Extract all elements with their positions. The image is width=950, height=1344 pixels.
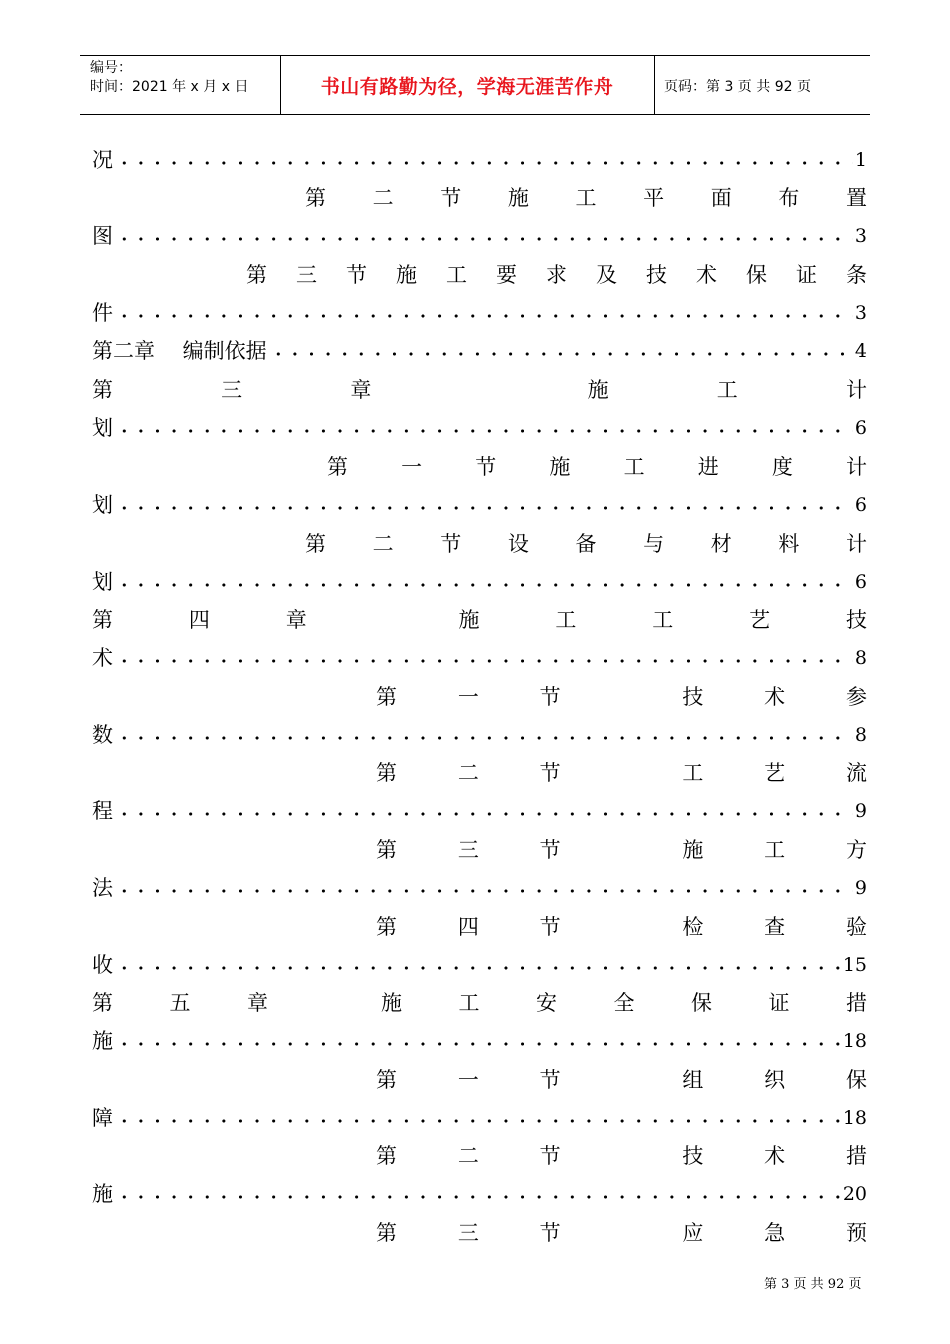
toc-entry [92, 485, 867, 525]
toc-heading-char: 第 [376, 915, 397, 939]
toc-heading-char: 一 [457, 685, 479, 709]
toc-page-number: 6 [854, 571, 867, 593]
toc-heading-char: 保 [845, 1068, 867, 1092]
toc-dot-leader [116, 583, 853, 587]
toc-heading-char: 工 [446, 263, 467, 287]
toc-page-number: 9 [854, 877, 867, 899]
toc-heading-char: 条 [846, 263, 867, 287]
toc-heading-char: 工 [623, 455, 645, 479]
toc-entry-text: 程 [92, 799, 113, 823]
toc-heading-char: 计 [845, 378, 867, 402]
toc-heading-char: 章 [247, 991, 268, 1015]
toc-heading-char: 章 [350, 378, 372, 402]
toc-heading-char: 章 [285, 608, 307, 632]
toc-dot-leader [116, 1119, 841, 1123]
toc-dot-leader [116, 812, 853, 816]
toc-entry-text: 收 [92, 953, 113, 977]
header-page-info: 页码：第 3 页 共 92 页 [664, 79, 811, 95]
toc-entry-text: 第二章 编制依据 [92, 339, 267, 363]
toc-page-number: 18 [842, 1030, 867, 1052]
toc-entry [92, 638, 867, 678]
toc-dot-leader [116, 736, 853, 740]
toc-heading-char: 材 [710, 532, 732, 556]
toc-entry-text: 施 [92, 1029, 113, 1053]
toc-heading-char: 节 [539, 838, 561, 862]
toc-heading-char: 二 [457, 1144, 479, 1168]
toc-page-number: 6 [854, 417, 867, 439]
toc-heading-char: 证 [796, 263, 817, 287]
toc-heading-char: 三 [296, 263, 317, 287]
toc-page-number: 20 [842, 1183, 867, 1205]
toc-heading-char: 工 [764, 838, 786, 862]
toc-heading-char: 与 [643, 532, 665, 556]
toc-dot-leader [116, 506, 853, 510]
header-motto: 书山有路勤为径，学海无涯苦作舟 [320, 76, 614, 98]
toc-heading-line [327, 447, 867, 487]
toc-heading-char: 一 [401, 455, 423, 479]
toc-heading-char: 预 [845, 1221, 867, 1245]
toc-heading-char: 技 [846, 608, 867, 632]
toc-heading-line [376, 677, 867, 717]
toc-page-number: 18 [842, 1107, 867, 1129]
toc-entry [92, 140, 867, 180]
toc-heading-char: 第 [327, 455, 348, 479]
toc-heading-char: 全 [613, 991, 635, 1015]
toc-heading-char: 进 [697, 455, 719, 479]
toc-entry [92, 791, 867, 831]
toc-heading-line [246, 255, 867, 295]
toc-heading-char: 保 [746, 263, 767, 287]
toc-heading-char: 三 [457, 1221, 479, 1245]
toc-heading-char: 工 [652, 608, 674, 632]
toc-dot-leader [116, 237, 853, 241]
toc-heading-char: 节 [440, 532, 462, 556]
toc-heading-line [376, 1136, 867, 1176]
toc-heading-char: 艺 [749, 608, 771, 632]
toc-heading-char: 施 [587, 378, 609, 402]
toc-entry-text: 划 [92, 493, 113, 517]
toc-heading-char: 节 [539, 1144, 561, 1168]
toc-dot-leader [116, 161, 853, 165]
toc-heading-char: 第 [376, 1068, 397, 1092]
toc-heading-char: 节 [539, 761, 561, 785]
toc-entry [92, 331, 867, 371]
toc-heading-char: 施 [458, 608, 480, 632]
toc-heading-char: 方 [845, 838, 867, 862]
toc-dot-leader [270, 352, 853, 356]
toc-heading-char: 安 [536, 991, 557, 1015]
toc-heading-char: 措 [845, 1144, 867, 1168]
toc-heading-char: 措 [846, 991, 867, 1015]
toc-entry-text: 数 [92, 723, 113, 747]
toc-dot-leader [116, 314, 853, 318]
toc-entry-text: 况 [92, 148, 113, 172]
toc-entry [92, 1021, 867, 1061]
toc-heading-line [376, 830, 867, 870]
toc-heading-char: 第 [376, 1221, 397, 1245]
toc-dot-leader [116, 889, 853, 893]
toc-heading-char: 第 [376, 1144, 397, 1168]
toc-heading-char: 第 [376, 838, 397, 862]
toc-dot-leader [116, 1195, 841, 1199]
toc-heading-char: 料 [778, 532, 800, 556]
toc-heading-char: 查 [764, 915, 786, 939]
toc-heading-char: 保 [691, 991, 712, 1015]
toc-heading-char: 三 [457, 838, 479, 862]
toc-entry [92, 1098, 867, 1138]
toc-heading-char: 织 [764, 1068, 786, 1092]
toc-heading-char: 节 [475, 455, 497, 479]
toc-heading-char: 应 [682, 1221, 704, 1245]
toc-page-number: 3 [854, 225, 867, 247]
toc-heading-char: 急 [764, 1221, 786, 1245]
toc-heading-char: 参 [845, 685, 867, 709]
toc-heading-char: 施 [381, 991, 402, 1015]
toc-heading-char: 四 [457, 915, 479, 939]
toc-heading-char: 工 [716, 378, 738, 402]
toc-dot-leader [116, 1042, 841, 1046]
toc-heading-char: 五 [169, 991, 191, 1015]
toc-heading-char: 施 [507, 186, 529, 210]
toc-heading-char: 及 [596, 263, 617, 287]
toc-heading-char: 第 [246, 263, 267, 287]
toc-heading-char: 检 [682, 915, 704, 939]
toc-heading-char: 置 [846, 186, 867, 210]
toc-heading-char: 工 [458, 991, 480, 1015]
code-label: 编号： [90, 60, 132, 76]
toc-heading-char: 技 [682, 685, 704, 709]
toc-heading-char: 术 [764, 1144, 786, 1168]
toc-entry [92, 562, 867, 602]
toc-entry [92, 293, 867, 333]
toc-entry-text: 术 [92, 646, 113, 670]
toc-heading-line [305, 524, 867, 564]
toc-heading-char: 术 [696, 263, 717, 287]
toc-heading-char: 第 [305, 186, 326, 210]
toc-heading-char: 备 [575, 532, 597, 556]
toc-entry-text: 法 [92, 876, 113, 900]
toc-heading-line [376, 753, 867, 793]
toc-heading-char: 技 [646, 263, 667, 287]
toc-heading-line [376, 1213, 867, 1253]
toc-entry-text: 障 [92, 1106, 113, 1130]
toc-heading-line [305, 178, 867, 218]
toc-heading-char: 技 [682, 1144, 704, 1168]
toc-entry-text: 划 [92, 416, 113, 440]
toc-heading-char: 三 [221, 378, 243, 402]
toc-heading-char: 第 [376, 685, 397, 709]
toc-heading-char: 四 [188, 608, 210, 632]
toc-heading-char: 求 [546, 263, 567, 287]
toc-heading-char: 要 [496, 263, 517, 287]
toc-entry [92, 715, 867, 755]
time-label: 时间：2021 年 x 月 x 日 [90, 79, 249, 95]
toc-entry [92, 945, 867, 985]
toc-heading-line [92, 983, 867, 1023]
toc-heading-char: 施 [549, 455, 571, 479]
toc-entry [92, 216, 867, 256]
toc-heading-char: 平 [643, 186, 665, 210]
toc-heading-char: 第 [92, 378, 113, 402]
toc-dot-leader [116, 966, 841, 970]
toc-heading-line [92, 600, 867, 640]
toc-heading-char: 布 [778, 186, 800, 210]
toc-page-number: 8 [854, 724, 867, 746]
toc-heading-char: 二 [372, 186, 394, 210]
toc-heading-char: 节 [539, 685, 561, 709]
toc-dot-leader [116, 659, 853, 663]
toc-heading-line [92, 370, 867, 410]
toc-heading-char: 证 [768, 991, 790, 1015]
toc-entry-text: 施 [92, 1182, 113, 1206]
toc-dot-leader [116, 429, 853, 433]
toc-heading-char: 面 [710, 186, 732, 210]
toc-heading-char: 施 [396, 263, 417, 287]
toc-entry [92, 408, 867, 448]
toc-entry [92, 868, 867, 908]
toc-page-number: 4 [854, 340, 867, 362]
toc-heading-char: 第 [376, 761, 397, 785]
toc-page-number: 9 [854, 800, 867, 822]
toc-entry-text: 件 [92, 301, 113, 325]
toc-heading-char: 节 [346, 263, 367, 287]
toc-heading-char: 度 [771, 455, 793, 479]
toc-entry-text: 图 [92, 224, 113, 248]
toc-heading-char: 节 [539, 1221, 561, 1245]
toc-heading-char: 节 [539, 1068, 561, 1092]
toc-heading-char: 工 [682, 761, 704, 785]
toc-heading-char: 第 [92, 991, 113, 1015]
toc-page-number: 1 [854, 149, 867, 171]
toc-heading-char: 一 [457, 1068, 479, 1092]
toc-heading-char: 计 [845, 455, 867, 479]
toc-page-number: 15 [842, 954, 867, 976]
toc-heading-char: 计 [846, 532, 867, 556]
toc-heading-char: 二 [457, 761, 479, 785]
toc-heading-char: 组 [682, 1068, 704, 1092]
toc-heading-line [376, 907, 867, 947]
toc-page-number: 3 [854, 302, 867, 324]
toc-heading-char: 节 [539, 915, 561, 939]
toc-entry-text: 划 [92, 570, 113, 594]
toc-heading-char: 术 [764, 685, 786, 709]
toc-page-number: 6 [854, 494, 867, 516]
toc-heading-char: 流 [845, 761, 867, 785]
toc-heading-char: 设 [507, 532, 529, 556]
toc-heading-char: 艺 [764, 761, 786, 785]
toc-heading-char: 工 [555, 608, 577, 632]
toc-heading-line [376, 1060, 867, 1100]
toc-heading-char: 工 [575, 186, 597, 210]
toc-heading-char: 验 [845, 915, 867, 939]
toc-page-number: 8 [854, 647, 867, 669]
toc-heading-char: 第 [92, 608, 113, 632]
toc-heading-char: 二 [372, 532, 394, 556]
toc-heading-char: 节 [440, 186, 462, 210]
toc-heading-char: 施 [682, 838, 704, 862]
toc-entry [92, 1174, 867, 1214]
toc-heading-char: 第 [305, 532, 326, 556]
page-footer: 第 3 页 共 92 页 [764, 1277, 862, 1292]
